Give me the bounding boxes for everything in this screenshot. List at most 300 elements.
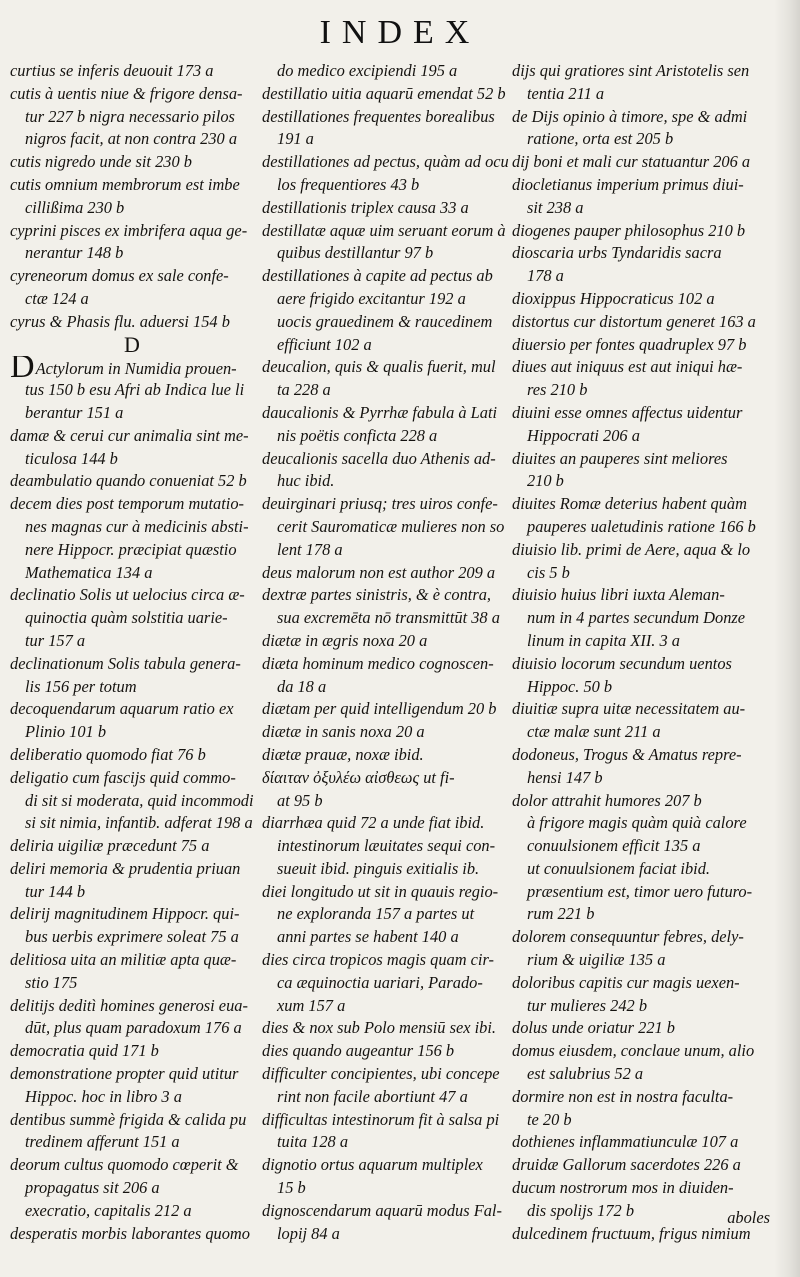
index-line [512, 516, 766, 539]
index-entry-text: deliberatio quomodo fiat 76 b [10, 744, 206, 764]
index-entry-text: nes magnas cur à medicinis absti- [25, 516, 249, 536]
index-entry-text: hensi 147 b [527, 767, 603, 787]
index-line [10, 425, 254, 448]
index-entry-text: cyprini pisces ex imbrifera aqua ge- [10, 220, 248, 240]
index-line [10, 128, 254, 151]
index-entry-text: dūt, plus quam paradoxum 176 a [25, 1018, 242, 1038]
index-line [10, 220, 254, 243]
index-entry-text: daucalionis & Pyrrhæ fabula à Lati [262, 402, 498, 422]
index-line [262, 311, 512, 334]
index-entry-text: intestinorum læuitates sequi con- [277, 836, 496, 856]
index-line [512, 174, 766, 197]
index-line [262, 493, 512, 516]
index-entry-text: diarrhæa quid 72 a unde fiat ibid. [262, 813, 485, 833]
index-entry-text: ctæ 124 a [25, 288, 89, 308]
index-entry-text: do medico excipiendi 195 a [277, 61, 458, 80]
index-entry-text: deambulatio quando conueniat 52 b [10, 471, 247, 491]
index-line [10, 630, 254, 653]
index-entry-text: ticulosa 144 b [25, 448, 118, 468]
index-entry-text: cutis nigredo unde sit 230 b [10, 152, 192, 172]
index-entry-text: dothienes inflammatiunculæ 107 a [512, 1132, 739, 1152]
index-line [512, 1131, 766, 1154]
index-entry-text: dignotio ortus aquarum multiplex [262, 1155, 483, 1175]
index-entry-text: diues aut iniquus est aut iniqui hæ- [512, 357, 743, 377]
index-entry-text: diocletianus imperium primus diui- [512, 174, 744, 194]
index-entry-text: difficulter concipientes, ubi concepe [262, 1064, 500, 1084]
index-entry-text: destillatæ aquæ uim seruant eorum à [262, 220, 506, 240]
index-entry-text: 191 a [277, 129, 314, 149]
index-entry-text: tredinem afferunt 151 a [25, 1132, 180, 1152]
index-entry-text: delirij magnitudinem Hippocr. qui- [10, 904, 240, 924]
index-line [262, 402, 512, 425]
catchword: aboles [727, 1208, 770, 1227]
index-entry-text: dies quando augeantur 156 b [262, 1041, 455, 1061]
index-line [262, 265, 512, 288]
index-line [512, 402, 766, 425]
index-entry-text: deliria uigiliæ præcedunt 75 a [10, 836, 210, 856]
index-entry-text: bus uerbis exprimere soleat 75 a [25, 927, 239, 947]
index-entry-text: delitijs deditì homines generosi eua- [10, 995, 248, 1015]
index-line [10, 197, 254, 220]
index-line [10, 1177, 254, 1200]
index-entry-text: linum in capita XII. 3 a [527, 630, 680, 650]
index-entry-text: Actylorum in Numidia prouen- [35, 359, 237, 379]
index-entry-text: lopij 84 a [277, 1223, 340, 1243]
index-entry-text: cutis à uentis niue & frigore densa- [10, 83, 243, 103]
index-line [512, 334, 766, 357]
index-line [10, 1040, 254, 1063]
index-line [262, 607, 512, 630]
index-line [10, 356, 254, 379]
index-entry-text: dij boni et mali cur statuantur 206 a [512, 152, 751, 172]
index-entry-text: destillatio uitia aquarū emendat 52 b [262, 83, 506, 103]
index-entry-text: dioscaria urbs Tyndaridis sacra [512, 243, 722, 263]
index-line [10, 151, 254, 174]
index-entry-text: aere frigido excitantur 192 a [277, 288, 466, 308]
index-entry-text: destillationes à capite ad pectus ab [262, 266, 493, 286]
index-entry-text: sueuit ibid. pinguis exitialis ib. [277, 858, 480, 878]
index-line [10, 607, 254, 630]
index-entry-text: rium & uigiliæ 135 a [527, 950, 666, 970]
index-line [512, 1086, 766, 1109]
index-entry-text: propagatus sit 206 a [25, 1178, 160, 1198]
index-line [262, 60, 512, 83]
index-entry-text: diogenes pauper philosophus 210 b [512, 220, 746, 240]
index-entry-text: Plinio 101 b [25, 722, 107, 742]
index-line [512, 242, 766, 265]
index-entry-text: ctæ malæ sunt 211 a [527, 722, 661, 742]
index-line [262, 584, 512, 607]
index-entry-text: dolorem consequuntur febres, dely- [512, 927, 744, 947]
index-line [512, 653, 766, 676]
index-entry-text: diuites Romæ deterius habent quàm [512, 494, 747, 514]
index-line [262, 1154, 512, 1177]
index-entry-text: declinationum Solis tabula genera- [10, 653, 241, 673]
index-line [10, 83, 254, 106]
index-entry-text: difficultas intestinorum fit à salsa pi [262, 1109, 500, 1129]
index-line [512, 1177, 766, 1200]
index-entry-text: præsentium est, timor uero futuro- [527, 881, 753, 901]
index-entry-text: Hippoc. hoc in libro 3 a [25, 1086, 182, 1106]
index-line [512, 425, 766, 448]
index-entry-text: decoquendarum aquarum ratio ex [10, 699, 234, 719]
index-line [10, 311, 254, 334]
index-line [262, 949, 512, 972]
index-line [10, 60, 254, 83]
index-line [512, 356, 766, 379]
index-entry-text: demonstratione propter quid utitur [10, 1064, 239, 1084]
index-line [512, 311, 766, 334]
index-line [262, 1040, 512, 1063]
index-line [512, 197, 766, 220]
index-line [262, 790, 512, 813]
index-line [10, 288, 254, 311]
index-line [512, 539, 766, 562]
index-entry-text: xum 157 a [277, 995, 346, 1015]
page-edge-shadow [774, 0, 800, 1277]
index-line [512, 676, 766, 699]
index-line [262, 106, 512, 129]
index-line [262, 881, 512, 904]
index-line [262, 744, 512, 767]
index-column-3 [512, 60, 766, 1245]
index-entry-text: quibus destillantur 97 b [277, 243, 434, 263]
index-entry-text: quinoctia quàm solstitia uarie- [25, 608, 228, 628]
index-line [262, 288, 512, 311]
index-line [262, 1017, 512, 1040]
index-line [512, 903, 766, 926]
index-entry-text: uocis grauedinem & raucedinem [277, 311, 493, 331]
index-entry-text: dextræ partes sinistris, & è contra, [262, 585, 492, 605]
index-line [262, 448, 512, 471]
index-entry-text: pauperes ualetudinis ratione 166 b [527, 516, 756, 536]
index-line [512, 858, 766, 881]
index-line [10, 539, 254, 562]
index-entry-text: ne exploranda 157 a partes ut [277, 904, 475, 924]
index-line [10, 493, 254, 516]
index-entry-text: deuirginari priusq; tres uiros confe- [262, 494, 498, 514]
index-line [512, 470, 766, 493]
index-line [512, 812, 766, 835]
index-entry-text: cutis omnium membrorum est imbe [10, 174, 240, 194]
index-line [262, 721, 512, 744]
index-entry-text: cis 5 b [527, 562, 570, 582]
index-entry-text: D [124, 333, 140, 357]
index-line [10, 995, 254, 1018]
index-column-2 [262, 60, 512, 1245]
index-line [512, 1063, 766, 1086]
index-line [10, 1200, 254, 1223]
index-line [512, 265, 766, 288]
index-line [262, 1063, 512, 1086]
index-entry-text: cyrus & Phasis flu. aduersi 154 b [10, 311, 230, 331]
index-entry-text: doloribus capitis cur magis uexen- [512, 972, 740, 992]
index-entry-text: curtius se inferis deuouit 173 a [10, 61, 214, 80]
index-entry-text: est salubrius 52 a [527, 1064, 644, 1084]
index-entry-text: sua excremēta nō transmittūt 38 a [277, 608, 500, 628]
index-entry-text: tus 150 b esu Afri ab Indica lue li [25, 380, 245, 400]
index-entry-text: deorum cultus quomodo cœperit & [10, 1155, 239, 1175]
index-line [262, 995, 512, 1018]
index-line [512, 448, 766, 471]
index-entry-text: tuita 128 a [277, 1132, 349, 1152]
index-line [262, 676, 512, 699]
index-entry-text: at 95 b [277, 790, 323, 810]
index-line [262, 1086, 512, 1109]
index-entry-text: tur 157 a [25, 630, 86, 650]
index-entry-text: lent 178 a [277, 539, 343, 559]
index-entry-text: deucalionis sacella duo Athenis ad- [262, 448, 496, 468]
index-line [512, 106, 766, 129]
index-entry-text: ta 228 a [277, 380, 331, 400]
index-line [10, 379, 254, 402]
index-entry-text: diuersio per fontes quadruplex 97 b [512, 334, 747, 354]
index-line [512, 835, 766, 858]
index-entry-text: cyreneorum domus ex sale confe- [10, 266, 229, 286]
index-line [512, 995, 766, 1018]
index-entry-text: num in 4 partes secundum Donze [527, 608, 746, 628]
index-line [10, 926, 254, 949]
index-line [262, 197, 512, 220]
index-line [262, 1223, 512, 1246]
index-entry-text: conuulsionem efficit 135 a [527, 836, 701, 856]
index-line [10, 584, 254, 607]
index-line [512, 926, 766, 949]
index-entry-text: tur mulieres 242 b [527, 995, 648, 1015]
index-entry-text: deliri memoria & prudentia priuan [10, 858, 241, 878]
index-line [262, 242, 512, 265]
index-line [10, 744, 254, 767]
index-line [262, 470, 512, 493]
index-line [262, 220, 512, 243]
index-line [262, 835, 512, 858]
index-entry-text: diætam per quid intelligendum 20 b [262, 699, 497, 719]
index-line [10, 767, 254, 790]
index-entry-text: decem dies post temporum mutatio- [10, 494, 244, 514]
index-entry-text: diuisio huius libri iuxta Aleman- [512, 585, 725, 605]
index-entry-text: destillationis triplex causa 33 a [262, 197, 469, 217]
index-entry-text: destillationes frequentes borealibus [262, 106, 495, 126]
index-entry-text: res 210 b [527, 380, 588, 400]
index-entry-text: dodoneus, Trogus & Amatus repre- [512, 744, 742, 764]
index-line [262, 356, 512, 379]
index-entry-text: berantur 151 a [25, 402, 124, 422]
index-line [10, 106, 254, 129]
page-header: INDEX [319, 14, 481, 51]
index-entry-text: deus malorum non est author 209 a [262, 562, 496, 582]
index-entry-text: damæ & cerui cur animalia sint me- [10, 425, 249, 445]
index-entry-text: dormire non est in nostra faculta- [512, 1086, 734, 1106]
index-entry-text: 210 b [527, 471, 564, 491]
index-entry-text: da 18 a [277, 676, 327, 696]
index-line [262, 812, 512, 835]
index-entry-text: efficiunt 102 a [277, 334, 372, 354]
index-entry-text: diætæ prauæ, noxæ ibid. [262, 744, 424, 764]
index-line [10, 790, 254, 813]
index-line [512, 881, 766, 904]
index-line [512, 721, 766, 744]
index-line [10, 1109, 254, 1132]
drop-cap: D [10, 356, 35, 380]
index-line [512, 60, 766, 83]
index-line [262, 83, 512, 106]
index-line [262, 151, 512, 174]
index-entry-text: ca æquinoctia uariari, Parado- [277, 972, 483, 992]
index-line [262, 425, 512, 448]
index-line [10, 174, 254, 197]
index-entry-text: rum 221 b [527, 904, 595, 924]
index-entry-text: diætæ in ægris noxa 20 a [262, 630, 428, 650]
index-entry-text: dolor attrahit humores 207 b [512, 790, 702, 810]
index-entry-text: nere Hippocr. præcipiat quæstio [25, 539, 237, 559]
index-entry-text: rint non facile abortiunt 47 a [277, 1086, 468, 1106]
index-entry-text: deligatio cum fascijs quid commo- [10, 767, 236, 787]
index-entry-text: dies & nox sub Polo mensiū sex ibi. [262, 1018, 496, 1038]
index-entry-text: dies circa tropicos magis quam cir- [262, 950, 494, 970]
index-entry-text: anni partes se habent 140 a [277, 927, 459, 947]
index-line [512, 1109, 766, 1132]
index-line [262, 334, 512, 357]
index-entry-text: 15 b [277, 1178, 306, 1198]
index-line [512, 1154, 766, 1177]
index-line [512, 584, 766, 607]
index-line [512, 1017, 766, 1040]
index-line [512, 767, 766, 790]
index-line [10, 949, 254, 972]
index-entry-text: à frigore magis quàm quià calore [527, 813, 747, 833]
index-line [10, 835, 254, 858]
index-entry-text: dijs qui gratiores sint Aristotelis sen [512, 61, 750, 80]
index-line [512, 379, 766, 402]
index-line [10, 1063, 254, 1086]
index-entry-text: tur 144 b [25, 881, 86, 901]
index-line [10, 516, 254, 539]
index-entry-text: diuini esse omnes affectus uidentur [512, 402, 743, 422]
index-line [262, 767, 512, 790]
index-entry-text: diuisio locorum secundum uentos [512, 653, 732, 673]
index-entry-text: desperatis morbis laborantes quomo [10, 1223, 250, 1243]
index-line [10, 1223, 254, 1246]
index-entry-text: dignoscendarum aquarū modus Fal- [262, 1200, 502, 1220]
index-line [262, 1200, 512, 1223]
index-entry-text: democratia quid 171 b [10, 1041, 159, 1061]
index-line [10, 653, 254, 676]
index-entry-text: Hippocrati 206 a [527, 425, 640, 445]
index-line [10, 972, 254, 995]
index-line [262, 653, 512, 676]
index-line [262, 128, 512, 151]
index-line [512, 607, 766, 630]
index-entry-text: nigros facit, at non contra 230 a [25, 129, 238, 149]
index-line [10, 676, 254, 699]
index-line [10, 1154, 254, 1177]
index-line [262, 539, 512, 562]
index-entry-text: diæta hominum medico cognoscen- [262, 653, 494, 673]
index-line [262, 903, 512, 926]
index-line [512, 151, 766, 174]
index-line [10, 265, 254, 288]
index-entry-text: dentibus summè frigida & calida pu [10, 1109, 247, 1129]
index-entry-text: diuisio lib. primi de Aere, aqua & lo [512, 539, 751, 559]
index-line [262, 1131, 512, 1154]
index-line [262, 630, 512, 653]
index-entry-text: diuitiæ supra uitæ necessitatem au- [512, 699, 746, 719]
index-line [262, 174, 512, 197]
index-line [10, 1131, 254, 1154]
index-entry-text: nis poëtis conficta 228 a [277, 425, 438, 445]
index-entry-text: di sit si moderata, quid incommodi [25, 790, 254, 810]
index-entry-text: lis 156 per totum [25, 676, 137, 696]
index-entry-text: domus eiusdem, conclaue unum, alio [512, 1041, 755, 1061]
index-entry-text: diætæ in sanis noxa 20 a [262, 722, 425, 742]
index-entry-text: δίαιταν ὀξυλέω αἰσθεως ut fi- [262, 767, 455, 787]
index-line [512, 493, 766, 516]
index-line [10, 1017, 254, 1040]
index-entry-text: tentia 211 a [527, 83, 605, 103]
index-line [10, 242, 254, 265]
index-entry-text: declinatio Solis ut uelocius circa æ- [10, 585, 245, 605]
index-entry-text: diuites an pauperes sint meliores [512, 448, 728, 468]
index-entry-text: Mathematica 134 a [25, 562, 153, 582]
index-entry-text: te 20 b [527, 1109, 572, 1129]
index-line [512, 83, 766, 106]
index-entry-text: dioxippus Hippocraticus 102 a [512, 288, 715, 308]
index-entry-text: execratio, capitalis 212 a [25, 1200, 192, 1220]
index-line [512, 220, 766, 243]
index-entry-text: deucalion, quis & qualis fuerit, mul [262, 357, 496, 377]
index-entry-text: huc ibid. [277, 471, 335, 491]
index-line [262, 858, 512, 881]
index-line [512, 630, 766, 653]
index-line [262, 926, 512, 949]
index-line [262, 972, 512, 995]
index-entry-text: Hippoc. 50 b [527, 676, 613, 696]
index-line [10, 334, 254, 357]
index-entry-text: tur 227 b nigra necessario pilos [25, 106, 235, 126]
index-entry-text: stio 175 [25, 972, 78, 992]
index-line [512, 698, 766, 721]
index-entry-text: de Dijs opinio à timore, spe & admi [512, 106, 748, 126]
index-line [262, 379, 512, 402]
index-entry-text: ut conuulsionem faciat ibid. [527, 858, 711, 878]
index-columns [0, 60, 800, 1260]
index-line [10, 812, 254, 835]
index-entry-text: sit 238 a [527, 197, 584, 217]
index-line [10, 881, 254, 904]
index-line [512, 744, 766, 767]
index-entry-text: diei longitudo ut sit in quauis regio- [262, 881, 499, 901]
index-line [10, 402, 254, 425]
index-line [262, 698, 512, 721]
index-entry-text: cerit Sauromaticæ mulieres non so [277, 516, 505, 536]
index-line [10, 858, 254, 881]
index-entry-text: delitiosa uita an militiæ apta quæ- [10, 950, 237, 970]
index-line [10, 470, 254, 493]
index-line [512, 128, 766, 151]
index-line [262, 562, 512, 585]
index-entry-text: distortus cur distortum generet 163 a [512, 311, 756, 331]
index-entry-text: 178 a [527, 266, 564, 286]
index-entry-text: dolus unde oriatur 221 b [512, 1018, 676, 1038]
index-entry-text: dulcedinem fructuum, frigus nimium [512, 1223, 751, 1243]
index-line [262, 1109, 512, 1132]
index-line [512, 790, 766, 813]
index-entry-text: nerantur 148 b [25, 243, 124, 263]
index-entry-text: si sit nimia, infantib. adferat 198 a [25, 813, 253, 833]
index-entry-text: destillationes ad pectus, quàm ad ocu [262, 152, 509, 172]
index-line [262, 516, 512, 539]
index-line [10, 721, 254, 744]
